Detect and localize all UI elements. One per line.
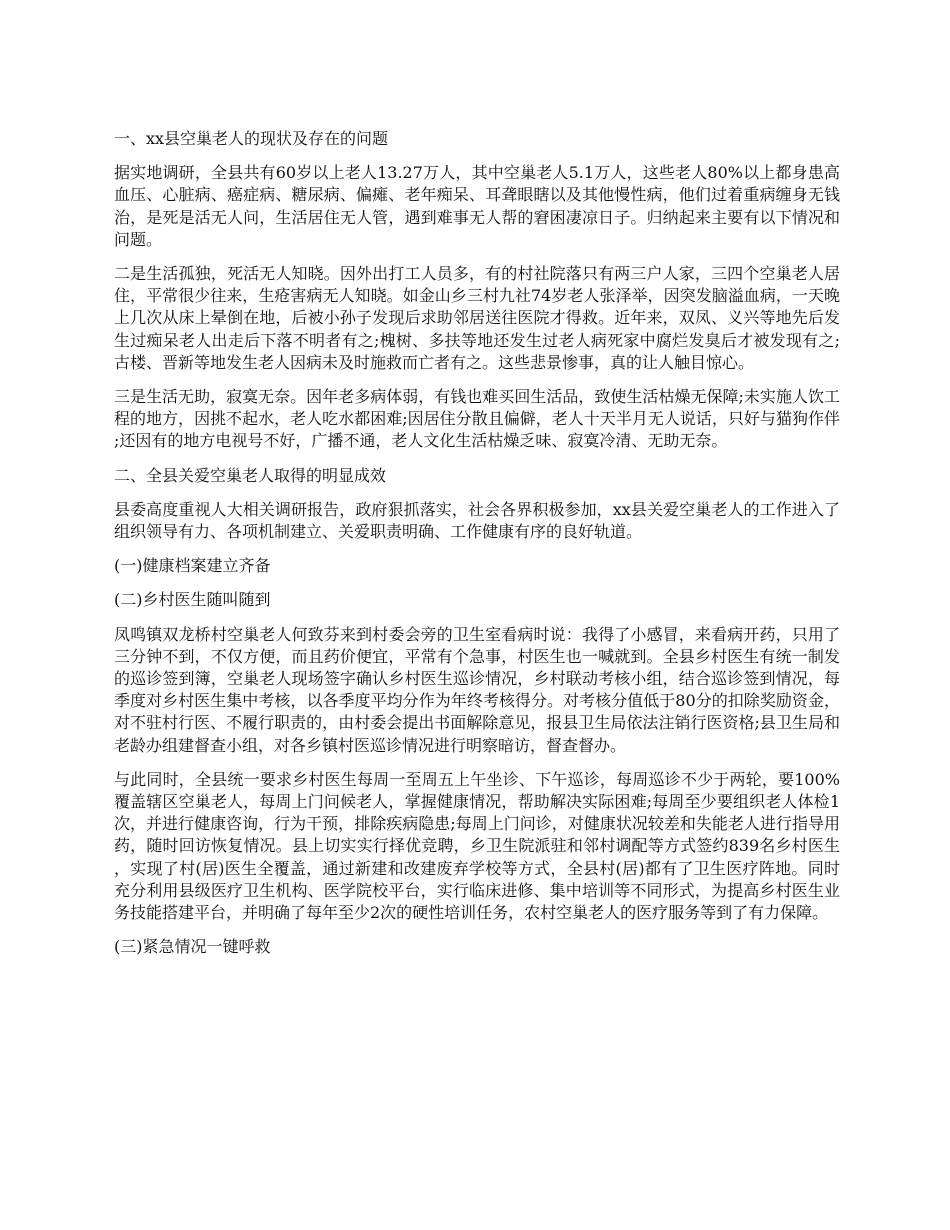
paragraph-village-doctor-requirements: 与此同时，全县统一要求乡村医生每周一至周五上午坐诊、下午巡诊，每周巡诊不少于两轮，要100%覆盖辖区空巢老人，每周上门问候老人，掌握健康情况，帮助解决实际困难;每周至少要组织老人体检1次，并进行健康咨询，行为干预，排除疾病隐患;每周上门问诊，对健康状况较差和失能老人进行指导用药，随时回访恢复情况。县上切实实行择优竞聘，乡卫生院派驻和邻村调配等方式签约839名乡村医生，实现了村(居)医生全覆盖，通过新建和改建废弃学校等方式，全县村(居)都有了卫生医疗阵地。同时充分利用县级医疗卫生机构、医学院校平台，实行临床进修、集中培训等不同形式，为提高乡村医生业务技能搭建平台，并明确了每年至少2次的硬性培训任务，农村空巢老人的医疗服务等到了有力保障。 [114,769,840,923]
section-heading-1: 一、xx县空巢老人的现状及存在的问题 [114,129,389,148]
paragraph-overview: 据实地调研，全县共有60岁以上老人13.27万人，其中空巢老人5.1万人，这些老人80%以上都身患高血压、心脏病、癌症病、糖尿病、偏瘫、老年痴呆、耳聋眼瞎以及其他慢性病，他们过着重病缠身无钱治，是死是活无人问，生活居住无人管，遇到难事无人帮的窘困凄凉日子。归纳起来主要有以下情况和问题。 [114,163,840,249]
subheading-emergency-call: (三)紧急情况一键呼救 [114,937,271,957]
paragraph-loneliness: 二是生活孤独，死活无人知晓。因外出打工人员多，有的村社院落只有两三户人家，三四个空巢老人居住，平常很少往来，生疮害病无人知晓。如金山乡三村九社74岁老人张泽举，因突发脑溢血病，一天晚上几次从床上晕倒在地，后被小孙子发现后求助邻居送往医院才得救。近年来，双凤、义兴等地先后发生过痴呆老人出走后下落不明者有之;槐树、多扶等地还发生过老人病死家中腐烂发臭后才被发现有之;古楼、晋新等地发生老人因病未及时施救而亡者有之。这些悲景惨事，真的让人触目惊心。 [114,264,840,372]
section-heading-2: 二、全县关爱空巢老人取得的明显成效 [114,465,387,485]
document-page [114,128,840,971]
paragraph-achievements: 县委高度重视人大相关调研报告，政府狠抓落实，社会各界积极参加，xx县关爱空巢老人的工作进入了组织领导有力、各项机制建立、关爱职责明确、工作健康有序的良好轨道。 [114,499,840,542]
subheading-health-records: (一)健康档案建立齐备 [114,556,271,576]
paragraph-village-doctor-example: 凤鸣镇双龙桥村空巢老人何致芬来到村委会旁的卫生室看病时说：我得了小感冒，来看病开药，只用了三分钟不到，不仅方便，而且药价便宜，平常有个急事，村医生也一喊就到。全县乡村医生有统一制发的巡诊签到簿，空巢老人现场签字确认乡村医生巡诊情况，乡村联动考核小组，结合巡诊签到情况，每季度对乡村医生集中考核，以各季度平均分作为年终考核得分。对考核分值低于80分的扣除奖励资金，对不驻村行医、不履行职责的，由村委会提出书面解除意见，报县卫生局依法注销行医资格;县卫生局和老龄办组建督查小组，对各乡镇村医巡诊情况进行明察暗访，督查督办。 [114,624,840,755]
subheading-village-doctors: (二)乡村医生随叫随到 [114,590,271,610]
paragraph-helplessness: 三是生活无助，寂寞无奈。因年老多病体弱，有钱也难买回生活品，致使生活枯燥无保障;未实施人饮工程的地方，因挑不起水，老人吃水都困难;因居住分散且偏僻，老人十天半月无人说话，只好与猫狗作伴;还因有的地方电视号不好，广播不通，老人文化生活枯燥乏味、寂寞冷清、无助无奈。 [114,387,840,451]
